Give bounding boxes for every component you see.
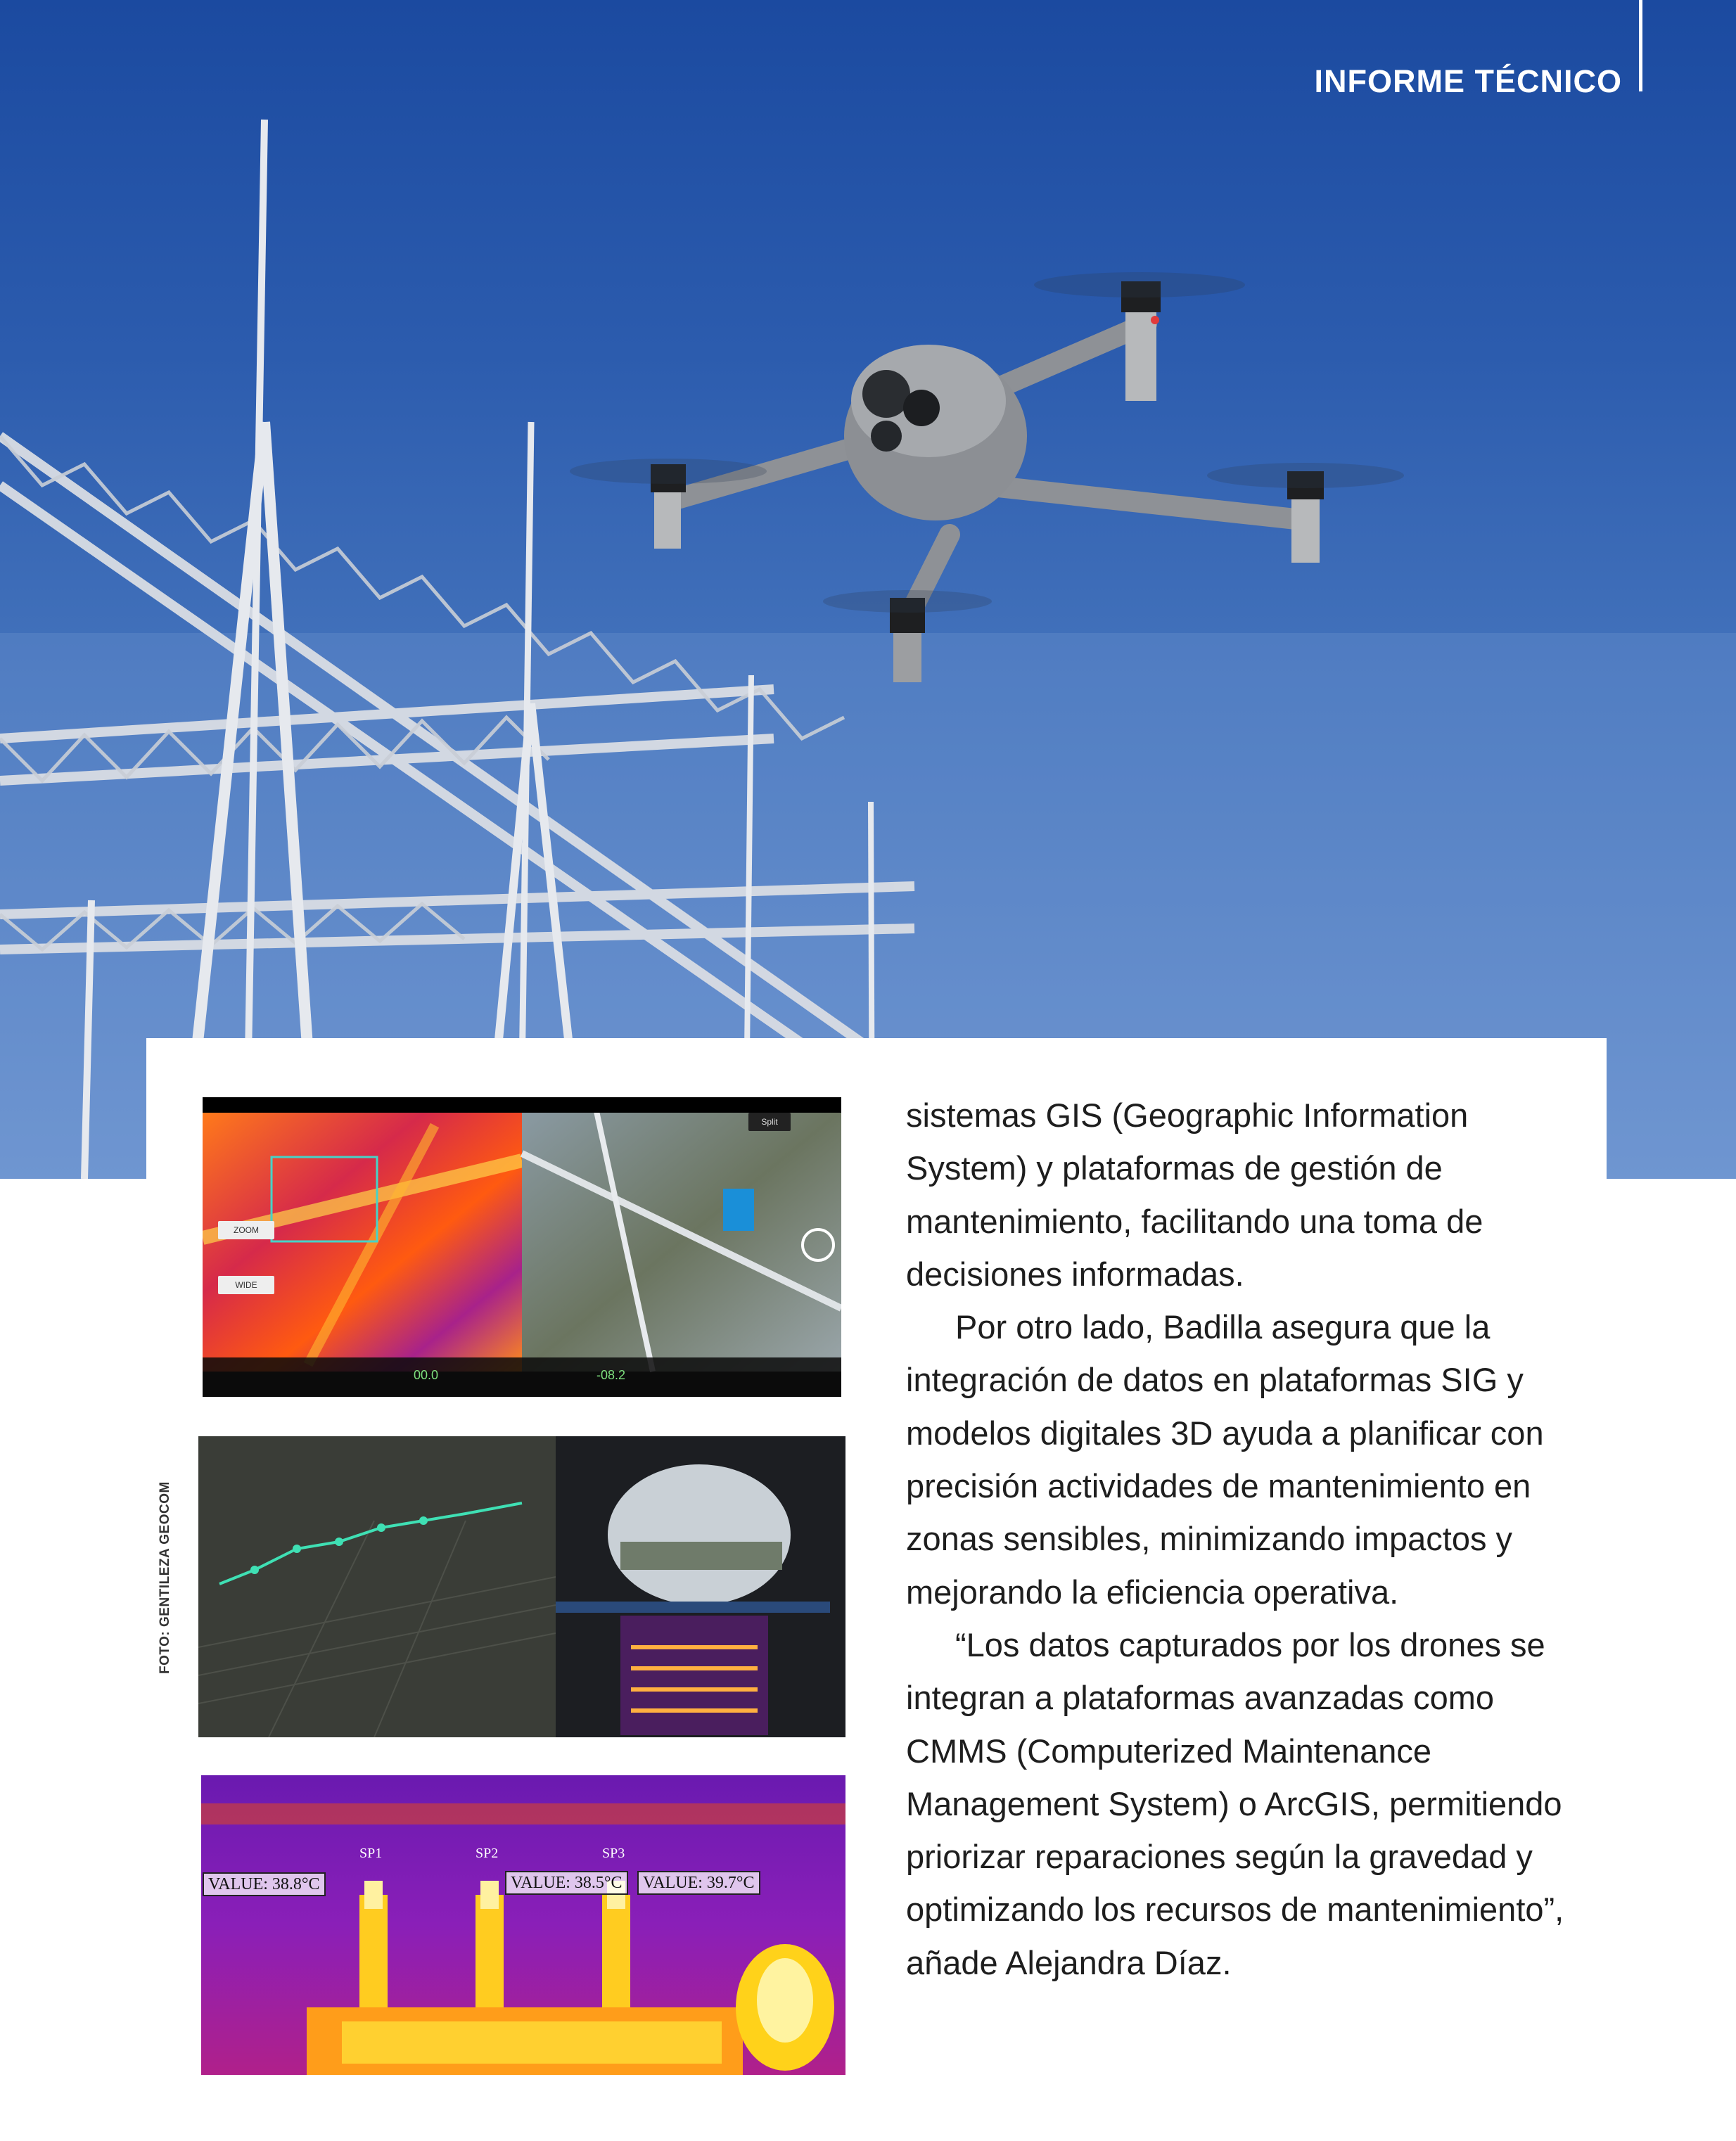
spot-label-3: SP3 <box>602 1846 625 1861</box>
paragraph-gis: sistemas GIS (Geographic Information System) y plataformas de gestión de mantenimiento, facilitando una toma de decisiones informadas. <box>906 1097 1483 1293</box>
temperature-reading-1: VALUE: 38.8°C <box>203 1872 326 1896</box>
section-label: INFORME TÉCNICO <box>1314 63 1622 99</box>
temperature-reading-2: VALUE: 38.5°C <box>505 1871 628 1895</box>
spot-label-1: SP1 <box>359 1846 383 1861</box>
temperature-reading-3: VALUE: 39.7°C <box>637 1871 760 1895</box>
thermal-transformer-image <box>201 1775 845 2075</box>
paragraph-diaz-quote: “Los datos capturados por los drones se integran a plataformas avanzadas como CMMS (Computerized Maintenance Management System) o ArcGIS, permitiendo priorizar reparaciones según la gravedad y optimizando los recursos de mantenimiento”, añade Alejandra Díaz. <box>906 1625 1564 1981</box>
article-body <box>906 1089 1567 1989</box>
split-view-button: Split <box>748 1113 791 1131</box>
figure-thermal-drone-ui <box>203 1097 841 1397</box>
drone-graphic <box>570 272 1404 682</box>
speed-readout: 00.0 <box>414 1368 439 1382</box>
spot-label-2: SP2 <box>476 1846 499 1861</box>
vertical-readout: -08.2 <box>596 1368 626 1382</box>
mission-planning-image <box>198 1436 845 1737</box>
wide-mode-button: WIDE <box>218 1276 274 1294</box>
paragraph-badilla: Por otro lado, Badilla asegura que la integración de datos en plataformas SIG y modelos digitales 3D ayuda a planificar con precisión actividades de mantenimiento en zonas sensibles, minimizando impactos y mejorando la eficiencia operativa. <box>906 1308 1544 1611</box>
photo-credit: FOTO: GENTILEZA GEOCOM <box>158 1481 172 1674</box>
figure-thermal-transformer <box>201 1775 845 2075</box>
figure-mission-planning-ui <box>198 1436 845 1737</box>
thermal-ui-image <box>203 1097 841 1397</box>
section-divider <box>1639 0 1642 91</box>
zoom-mode-button: ZOOM <box>218 1221 274 1239</box>
